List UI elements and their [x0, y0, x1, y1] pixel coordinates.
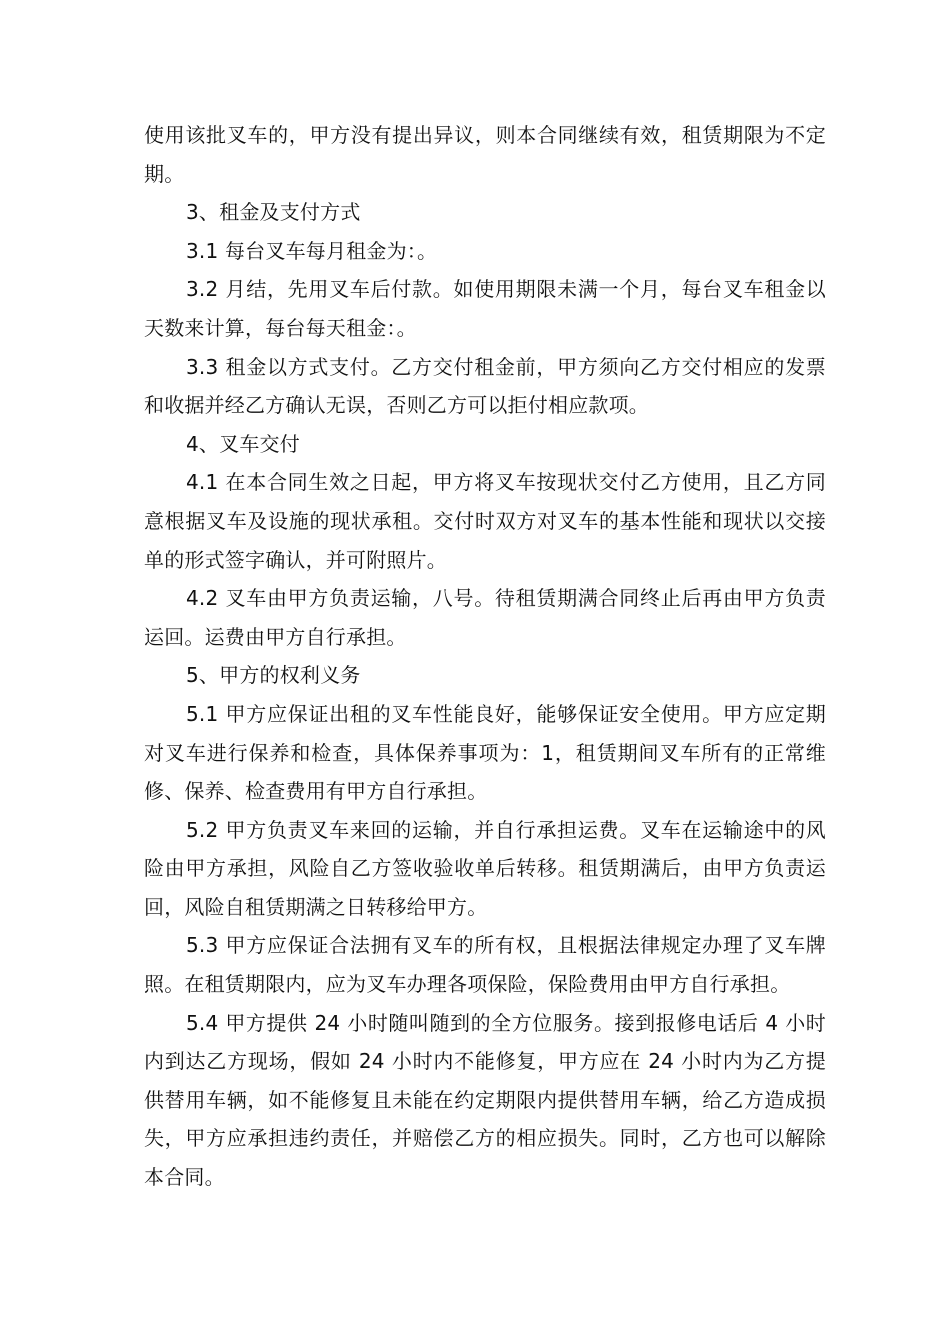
clause-5-1: 5.1 甲方应保证出租的叉车性能良好，能够保证安全使用。甲方应定期对叉车进行保养和检查，具体保养事项为：1，租赁期间叉车所有的正常维修、保养、检查费用有甲方自行承担。 [144, 701, 826, 804]
document-body [144, 116, 826, 1197]
clause-5-2: 5.2 甲方负责叉车来回的运输，并自行承担运费。叉车在运输途中的风险由甲方承担，风险自乙方签收验收单后转移。租赁期满后，由甲方负责运回，风险自租赁期满之日转移给甲方。 [144, 817, 826, 919]
clause-5-3: 5.3 甲方应保证合法拥有叉车的所有权，且根据法律规定办理了叉车牌照。在租赁期限内，应为叉车办理各项保险，保险费用由甲方自行承担。 [144, 933, 826, 997]
clause-4-1: 4.1 在本合同生效之日起，甲方将叉车按现状交付乙方使用，且乙方同意根据叉车及设施的现状承租。交付时双方对叉车的基本性能和现状以交接单的形式签字确认，并可附照片。 [144, 470, 826, 572]
clause-4-2: 4.2 叉车由甲方负责运输，八号。待租赁期满合同终止后再由甲方负责运回。运费由甲方自行承担。 [144, 586, 826, 649]
section-heading-rent-payment: 3、租金及支付方式 [186, 200, 361, 225]
section-heading-party-a-rights: 5、甲方的权利义务 [186, 663, 361, 688]
paragraph-continuation: 使用该批叉车的，甲方没有提出异议，则本合同继续有效，租赁期限为不定期。 [144, 123, 826, 186]
clause-5-4: 5.4 甲方提供 24 小时随叫随到的全方位服务。接到报修电话后 4 小时内到达乙方现场，假如 24 小时内不能修复，甲方应在 24 小时内为乙方提供替用车辆，如不能修复且未能在约定期限内提供替用车辆，给乙方造成损失，甲方应承担违约责任，并赔偿乙方的相应损失。同时，乙方也可以解除本合同。 [144, 1010, 826, 1190]
clause-3-1: 3.1 每台叉车每月租金为：。 [186, 238, 438, 263]
section-heading-forklift-delivery: 4、叉车交付 [186, 431, 300, 456]
clause-3-2: 3.2 月结，先用叉车后付款。如使用期限未满一个月，每台叉车租金以天数来计算，每台每天租金：。 [144, 277, 826, 340]
clause-3-3: 3.3 租金以方式支付。乙方交付租金前，甲方须向乙方交付相应的发票和收据并经乙方确认无误，否则乙方可以拒付相应款项。 [144, 354, 826, 418]
